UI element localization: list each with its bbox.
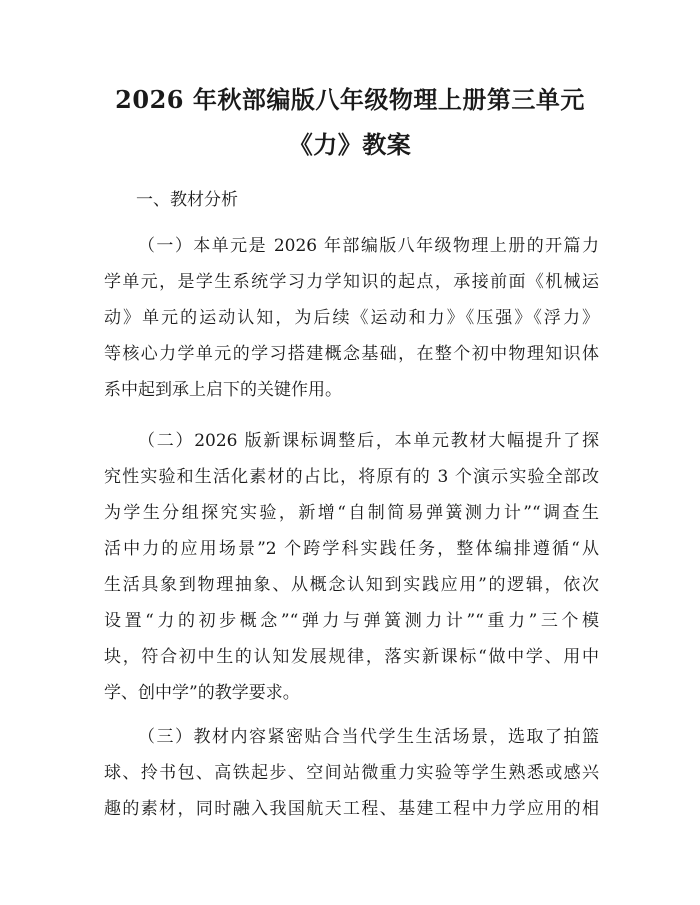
document-title-line-1: 2026 年秋部编版八年级物理上册第三单元 — [115, 85, 585, 114]
paragraph-line: 趣的素材，同时融入我国航天工程、基建工程中力学应用的相 — [104, 799, 599, 819]
paragraph-2 — [104, 423, 599, 711]
paragraph-line: 为学生分组探究实验，新增“自制简易弹簧测力计”“调查生 — [104, 503, 599, 523]
paragraph-line: 生活具象到物理抽象、从概念认知到实践应用”的逻辑，依次 — [104, 575, 599, 595]
paragraph-3 — [104, 719, 599, 827]
paragraph-line: 活中力的应用场景”2 个跨学科实践任务，整体编排遵循“从 — [104, 539, 599, 559]
paragraph-line: （二）2026 版新课标调整后，本单元教材大幅提升了探 — [138, 431, 599, 451]
paragraph-line: （三）教材内容紧密贴合当代学生生活场景，选取了拍篮 — [138, 727, 599, 747]
section-heading: 一、教材分析 — [136, 190, 238, 210]
paragraph-line: 设置“力的初步概念”“弹力与弹簧测力计”“重力”三个模 — [104, 611, 599, 631]
paragraph-line: 球、拎书包、高铁起步、空间站微重力实验等学生熟悉或感兴 — [104, 763, 599, 783]
document-title-line-2: 《力》教案 — [288, 130, 412, 159]
paragraph-line: 系中起到承上启下的关键作用。 — [104, 380, 342, 400]
paragraph-1 — [104, 228, 599, 408]
paragraph-line: 学单元，是学生系统学习力学知识的起点，承接前面《机械运 — [104, 272, 599, 292]
paragraph-line: 究性实验和生活化素材的占比，将原有的 3 个演示实验全部改 — [104, 467, 599, 487]
paragraph-line: 块，符合初中生的认知发展规律，落实新课标“做中学、用中 — [104, 647, 599, 667]
paragraph-line: 动》单元的运动认知，为后续《运动和力》《压强》《浮力》 — [104, 308, 599, 328]
paragraph-line: 学、创中学”的教学要求。 — [104, 683, 300, 703]
paragraph-line: （一）本单元是 2026 年部编版八年级物理上册的开篇力 — [138, 236, 599, 256]
paragraph-line: 等核心力学单元的学习搭建概念基础，在整个初中物理知识体 — [104, 344, 599, 364]
